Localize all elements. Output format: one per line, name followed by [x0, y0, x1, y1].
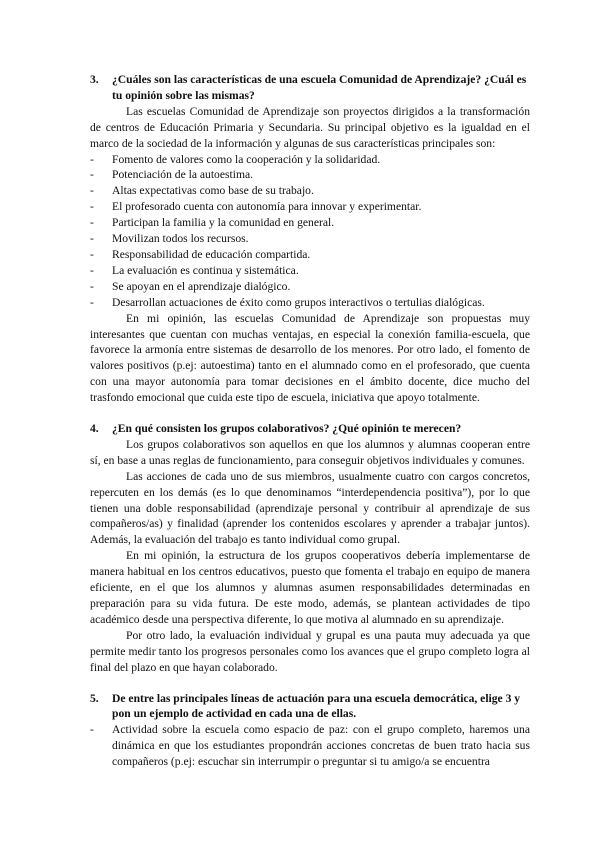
list-item: - El profesorado cuenta con autonomía para innovar y experimentar.: [90, 200, 422, 214]
question-4-number: 4.: [90, 422, 99, 436]
list-item: - Movilizan todos los recursos.: [90, 232, 249, 246]
list-item: - Fomento de valores como la cooperación y la solidaridad.: [90, 152, 381, 166]
section-3-intro: Las escuelas Comunidad de Aprendizaje son proyectos dirigidos a la transformación de centros de Educación Primaria y Secundaria. Su principal objetivo es la igualdad en el marco de la sociedad de la información y algunas de sus características principales son:: [90, 104, 530, 150]
question-5-text: De entre las principales líneas de actuación para una escuela democrática, elige 3 y pon un ejemplo de actividad en cada una de ellas.: [112, 691, 521, 721]
section-5-activities-list: [90, 722, 530, 770]
question-3-text: ¿Cuáles son las características de una escuela Comunidad de Aprendizaje? ¿Cuál es tu opinión sobre las mismas?: [112, 73, 527, 102]
question-5-heading: [90, 691, 530, 723]
section-3-opinion: En mi opinión, las escuelas Comunidad de Aprendizaje son propuestas muy interesantes que cuentan con muchas ventajas, en especial la conexión familia-escuela, que favorece la armonía entre sistemas de desarrollo de los menores. Por otro lado, el fomento de valores positivos (p.ej: autoestima) tanto en el alumnado como en el profesorado, que cuenta con una mayor autonomía para tomar decisiones en el ámbito docente, dice mucho del trasfondo emocional que cuida este tipo de escuela, iniciativa que apoyo totalmente.: [90, 311, 530, 405]
list-item: - Responsabilidad de educación compartida.: [90, 247, 311, 261]
question-4-text: ¿En qué consisten los grupos colaborativos? ¿Qué opinión te merecen?: [112, 422, 462, 436]
question-3-number: 3.: [90, 73, 99, 86]
list-item: - Participan la familia y la comunidad en general.: [90, 216, 335, 230]
question-3-heading: [90, 72, 530, 104]
section-4-paragraph-2: Las acciones de cada uno de sus miembros, usualmente cuatro con cargos concretos, repercuten en los demás (es lo que denominamos “interdependencia positiva”), por lo que tienen una doble responsabilidad (aprendizaje personal y contribuir al aprendizaje de sus compañeros/as) y finalidad (aprender los contenidos escolares y aprender a trabajar juntos). Además, la evaluación del trabajo es tanto individual como grupal.: [90, 469, 530, 547]
section-3-characteristics-list: [90, 152, 530, 311]
list-item: - Se apoyan en el aprendizaje dialógico.: [90, 279, 291, 293]
list-item: - Altas expectativas como base de su trabajo.: [90, 184, 314, 198]
section-4-paragraph-1: Los grupos colaborativos son aquellos en que los alumnos y alumnas cooperan entre sí, en base a unas reglas de funcionamiento, para conseguir objetivos individuales y comunes.: [90, 437, 530, 467]
list-item: - Potenciación de la autoestima.: [90, 168, 254, 182]
question-4-heading: [90, 421, 530, 437]
section-4-paragraph-4: Por otro lado, la evaluación individual y grupal es una pauta muy adecuada ya que permite medir tanto los progresos personales como los avances que el grupo completo logra al final del plazo en que hayan colaborado.: [90, 628, 530, 674]
list-item: - Desarrollan actuaciones de éxito como grupos interactivos o tertulias dialógicas.: [90, 295, 485, 309]
list-item: - Actividad sobre la escuela como espacio de paz: con el grupo completo, haremos una dinámica en que los estudiantes propondrán acciones concretas de buen trato hacia sus compañeros (p.ej: escuchar sin interrumpir o preguntar si tu amigo/a se encuentra: [90, 723, 530, 769]
question-5-number: 5.: [90, 691, 99, 705]
document-page: [90, 72, 530, 770]
section-4-paragraph-3: En mi opinión, la estructura de los grupos cooperativos debería implementarse de manera habitual en los centros educativos, puesto que fomenta el trabajo en equipo de manera eficiente, en el que los alumnos y alumnas asumen responsabilidades determinadas en preparación para su vida futura. De este modo, además, se plantean actividades de tipo académico desde una perspectiva diferente, lo que motiva al alumnado en su aprendizaje.: [90, 549, 530, 626]
list-item: - La evaluación es continua y sistemática.: [90, 263, 299, 277]
